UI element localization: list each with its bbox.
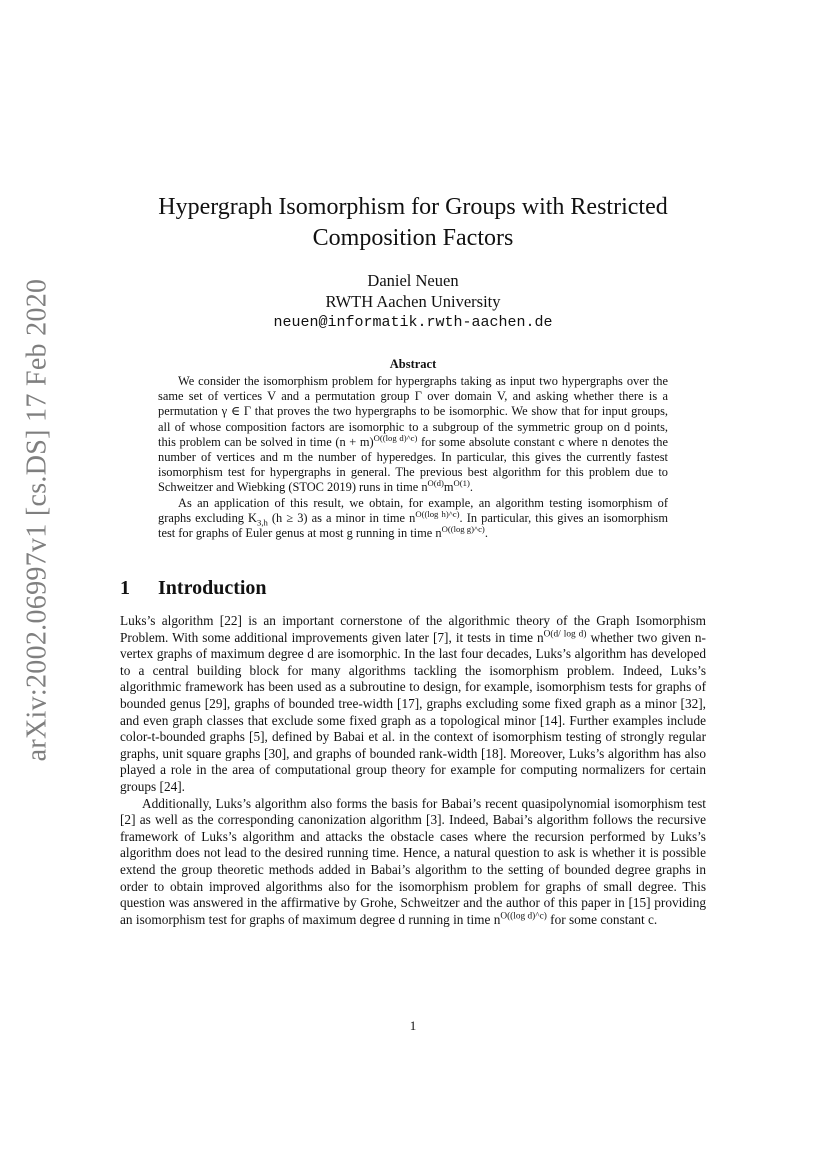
author-email: neuen@informatik.rwth-aachen.de bbox=[273, 314, 553, 331]
author-name: Daniel Neuen bbox=[367, 271, 459, 290]
abstract-paragraph-1: We consider the isomorphism problem for hypergraphs taking as input two hypergraphs over the same set of vertices V and a permutation group Γ over domain V, and asking whether there is a permutation γ ∈ Γ that proves the two hypergraphs to be isomorphic. We show that for input groups, all of whose composition factors are isomorphic to a subgroup of the symmetric group on d points, this problem can be solved in time $(n + m)^{O((log d)\^{}c)}$ for some absolute constant c where n denotes the number of vertices and m the number of hyperedges. In particular, this gives the currently fastest isomorphism test for hypergraphs in general. The previous best algorithm for this problem due to Schweitzer and Wiebking (STOC 2019) runs in time $n^{O(d)}m^{O(1)}$. bbox=[158, 374, 668, 495]
title-line-2: Composition Factors bbox=[312, 225, 514, 251]
section-title: Introduction bbox=[158, 577, 267, 599]
arxiv-identifier: arXiv:2002.06997v1 [cs.DS] 17 Feb 2020 bbox=[21, 278, 53, 762]
page-number: 1 bbox=[409, 1018, 417, 1033]
section-heading bbox=[120, 577, 706, 600]
author-block bbox=[120, 270, 706, 333]
abstract-body bbox=[158, 374, 668, 541]
introduction-body bbox=[120, 613, 706, 928]
title-line-1: Hypergraph Isomorphism for Groups with Restricted bbox=[158, 194, 668, 220]
body-paragraph-2: Additionally, Luks’s algorithm also forms the basis for Babai’s recent quasipolynomial isomorphism test [2] as well as the corresponding canonization algorithm [3]. Indeed, Babai’s algorithm follows the recursive framework of Luks’s algorithm and attacks the obstacle cases where the recursion performed by Luks’s algorithm does not lead to the desired running time. Hence, a natural question to ask is whether it is possible extend the group theoretic methods added in Babai’s algorithm to the setting of bounded degree graphs in order to obtain improved algorithms also for the isomorphism problem for graphs of small degree. This question was answered in the affirmative by Grohe, Schweitzer and the author of this paper in [15] providing an isomorphism test for graphs of maximum degree d running in time $n^{O((log d)\^{}c)}$ for some constant c. bbox=[120, 795, 706, 927]
paper-title bbox=[120, 192, 706, 254]
arxiv-side-stamp bbox=[15, 278, 60, 762]
abstract-heading: Abstract bbox=[389, 357, 437, 371]
body-paragraph-1: Luks’s algorithm [22] is an important cornerstone of the algorithmic theory of the Graph Isomorphism Problem. With some additional improvements given later [7], it tests in time $n^{O(d/ log d)}$ whether two given n-vertex graphs of maximum degree d are isomorphic. In the last four decades, Luks’s algorithm has developed to a central building block for many algorithms tackling the isomorphism problem. Indeed, Luks’s algorithmic framework has been used as a subroutine to design, for example, isomorphism tests for graphs of bounded genus [29], graphs of bounded tree-width [17], graphs excluding some fixed graph as a minor [32], and even graph classes that exclude some fixed graph as a topological minor [14]. Further examples include color-t-bounded graphs [5], defined by Babai et al. in the context of isomorphism testing of strongly regular graphs, unit square graphs [30], and graphs of bounded rank-width [18]. Moreover, Luks’s algorithm has also played a role in the area of computational group theory for example for computing normalizers for certain groups [24]. bbox=[120, 613, 706, 794]
author-affiliation: RWTH Aachen University bbox=[325, 292, 501, 311]
abstract-paragraph-2: As an application of this result, we obtain, for example, an algorithm testing isomorphism of graphs excluding $K_{3,h}$ (h ≥ 3) as a minor in time $n^{O((log h)\^{}c)}$. In particular, this gives an isomorphism test for graphs of Euler genus at most g running in time $n^{O((log g)\^{}c)}$. bbox=[158, 495, 668, 541]
section-number: 1 bbox=[120, 577, 130, 599]
